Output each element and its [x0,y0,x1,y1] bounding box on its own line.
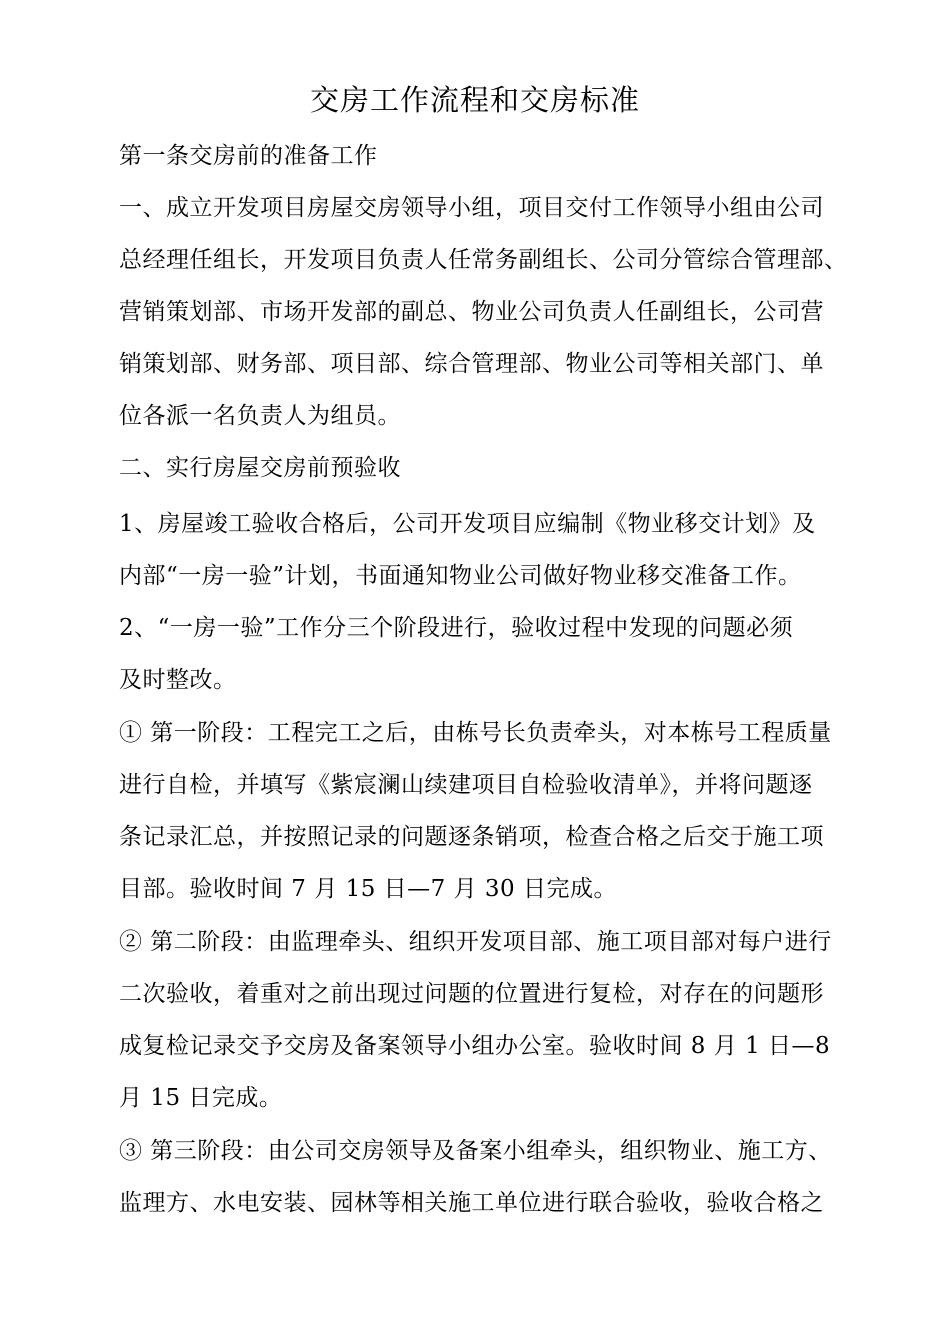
paragraph-line: 总经理任组长，开发项目负责人任常务副组长、公司分管综合管理部、 [119,247,848,273]
paragraph-line: 目部。验收时间 7 月 15 日—7 月 30 日完成。 [119,876,617,902]
paragraph-line: 月 15 日完成。 [119,1085,283,1111]
paragraph-line: ③ 第三阶段：由公司交房领导及备案小组牵头，组织物业、施工方、 [119,1138,832,1164]
paragraph-line: 及时整改。 [119,667,237,693]
paragraph-line: 2、“一房一验”工作分三个阶段进行，验收过程中发现的问题必须 [119,615,794,641]
paragraph-line: ① 第一阶段：工程完工之后，由栋号长负责牵头，对本栋号工程质量 [119,720,832,746]
paragraph-line: 营销策划部、市场开发部的副总、物业公司负责人任副组长，公司营 [119,299,824,325]
paragraph-line: 二次验收，着重对之前出现过问题的位置进行复检，对存在的问题形 [119,981,824,1007]
paragraph-line: 1、房屋竣工验收合格后，公司开发项目应编制《物业移交计划》及 [119,511,816,537]
paragraph-line: 内部“一房一验”计划，书面通知物业公司做好物业移交准备工作。 [119,563,802,589]
paragraph-line: 一、成立开发项目房屋交房领导小组，项目交付工作领导小组由公司 [119,195,824,221]
paragraph-line: 进行自检，并填写《紫宸澜山续建项目自检验收清单》，并将问题逐 [119,772,813,798]
section-heading: 二、实行房屋交房前预验收 [119,455,401,481]
document-title: 交房工作流程和交房标准 [309,83,640,117]
paragraph-line: 成复检记录交予交房及备案领导小组办公室。验收时间 8 月 1 日—8 [119,1033,831,1059]
paragraph-line: 条记录汇总，并按照记录的问题逐条销项，检查合格之后交于施工项 [119,824,824,850]
paragraph-line: 销策划部、财务部、项目部、综合管理部、物业公司等相关部门、单 [119,351,824,377]
paragraph-line: 位各派一名负责人为组员。 [119,403,401,429]
section-heading: 第一条交房前的准备工作 [119,143,378,169]
paragraph-line: 监理方、水电安装、园林等相关施工单位进行联合验收，验收合格之 [119,1190,824,1216]
paragraph-line: ② 第二阶段：由监理牵头、组织开发项目部、施工项目部对每户进行 [119,929,832,955]
